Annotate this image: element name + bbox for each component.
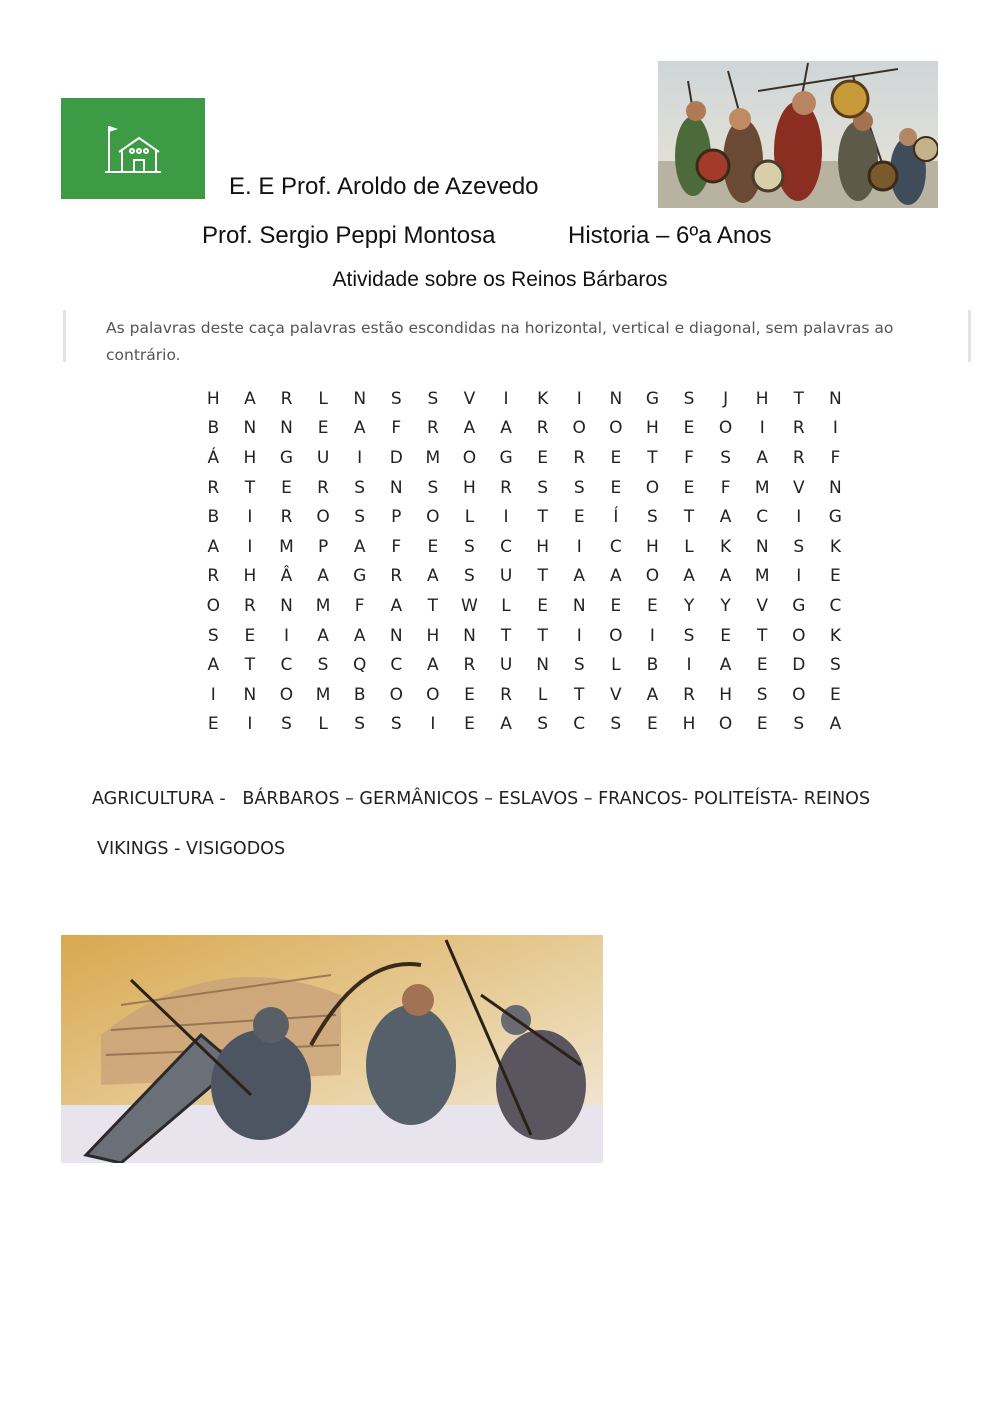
grid-cell: G xyxy=(353,566,367,587)
grid-cell: N xyxy=(243,418,257,439)
grid-cell: F xyxy=(391,536,402,557)
grid-cell: A xyxy=(207,655,220,676)
grid-cell: Í xyxy=(613,507,619,528)
grid-cell: S xyxy=(537,714,549,735)
grid-cell: L xyxy=(318,714,328,735)
grid-cell: O xyxy=(279,684,294,705)
grid-cell: F xyxy=(684,447,694,468)
grid-cell: A xyxy=(353,418,366,439)
grid-cell: O xyxy=(792,625,806,646)
grid-cell: B xyxy=(207,507,220,528)
grid-cell: N xyxy=(609,388,623,409)
grid-cell: V xyxy=(463,388,476,409)
grid-cell: I xyxy=(686,655,692,676)
grid-cell: N xyxy=(280,595,293,616)
grid-cell: S xyxy=(573,477,585,498)
grid-cell: S xyxy=(683,388,695,409)
grid-cell: A xyxy=(353,625,366,646)
subject-class: Historia – 6ºa Anos xyxy=(568,222,772,249)
grid-cell: C xyxy=(500,536,512,557)
grid-cell: T xyxy=(500,625,512,646)
grid-cell: R xyxy=(390,566,403,587)
grid-cell: E xyxy=(573,507,585,528)
grid-cell: R xyxy=(500,477,512,498)
grid-cell: H xyxy=(426,625,440,646)
grid-cell: G xyxy=(279,447,294,468)
grid-cell: R xyxy=(500,684,512,705)
grid-cell: E xyxy=(610,447,622,468)
grid-cell: A xyxy=(463,418,476,439)
grid-cell: R xyxy=(280,507,293,528)
grid-cell: I xyxy=(247,507,253,528)
grid-cell: O xyxy=(206,595,220,616)
grid-cell: R xyxy=(573,447,586,468)
grid-cell: U xyxy=(499,566,513,587)
grid-cell: E xyxy=(756,655,768,676)
grid-cell: T xyxy=(647,447,658,468)
grid-cell: N xyxy=(536,655,549,676)
grid-cell: A xyxy=(317,625,329,646)
grid-cell: Á xyxy=(207,447,220,468)
grid-cell: T xyxy=(244,477,256,498)
grid-cell: I xyxy=(247,714,253,735)
school-building-icon xyxy=(103,122,163,176)
grid-cell: T xyxy=(793,388,804,409)
grid-cell: R xyxy=(207,566,220,587)
grid-cell: N xyxy=(280,418,293,439)
grid-cell: H xyxy=(755,388,769,409)
grid-cell: A xyxy=(207,536,220,557)
grid-cell: O xyxy=(645,566,660,587)
instructions-box xyxy=(63,310,971,362)
grid-cell: E xyxy=(317,418,329,439)
colosseum-battle-image xyxy=(61,935,603,1163)
grid-cell: N xyxy=(463,625,476,646)
grid-cell: O xyxy=(609,625,623,646)
grid-cell: G xyxy=(645,388,660,409)
grid-cell: T xyxy=(683,507,695,528)
grid-cell: S xyxy=(610,714,622,735)
grid-cell: S xyxy=(829,655,841,676)
grid-cell: E xyxy=(647,595,658,616)
grid-cell: S xyxy=(793,536,805,557)
word-search-grid xyxy=(195,384,854,739)
grid-cell: M xyxy=(315,684,331,705)
grid-cell: K xyxy=(537,388,549,409)
grid-cell: A xyxy=(317,566,329,587)
grid-cell: I xyxy=(576,625,582,646)
grid-cell: S xyxy=(390,714,402,735)
grid-cell: S xyxy=(317,655,329,676)
grid-cell: I xyxy=(576,536,582,557)
grid-cell: S xyxy=(427,388,439,409)
grid-cell: R xyxy=(207,477,220,498)
grid-cell: M xyxy=(279,536,294,557)
grid-cell: E xyxy=(427,536,439,557)
grid-cell: N xyxy=(389,625,403,646)
grid-cell: T xyxy=(537,625,548,646)
grid-cell: I xyxy=(357,447,363,468)
grid-cell: R xyxy=(317,477,329,498)
grid-cell: A xyxy=(719,566,732,587)
grid-cell: S xyxy=(647,507,658,528)
grid-cell: T xyxy=(757,625,768,646)
grid-cell: R xyxy=(243,595,256,616)
grid-cell: S xyxy=(390,388,402,409)
grid-cell: T xyxy=(537,566,548,587)
grid-cell: R xyxy=(792,418,805,439)
grid-cell: Â xyxy=(280,566,293,587)
grid-cell: T xyxy=(537,507,548,528)
grid-cell: S xyxy=(756,684,768,705)
grid-cell: E xyxy=(683,477,695,498)
grid-cell: A xyxy=(500,418,512,439)
grid-cell: T xyxy=(244,655,256,676)
grid-cell: E xyxy=(610,595,622,616)
grid-cell: N xyxy=(755,536,769,557)
grid-cell: A xyxy=(683,566,695,587)
grid-cell: I xyxy=(430,714,436,735)
grid-cell: S xyxy=(793,714,805,735)
grid-cell: O xyxy=(718,714,733,735)
grid-cell: V xyxy=(610,684,622,705)
grid-cell: I xyxy=(759,418,765,439)
grid-cell: H xyxy=(243,566,257,587)
grid-cell: U xyxy=(316,447,330,468)
grid-cell: M xyxy=(425,447,441,468)
grid-cell: C xyxy=(280,655,293,676)
grid-cell: C xyxy=(609,536,622,557)
grid-cell: N xyxy=(572,595,586,616)
grid-cell: J xyxy=(723,388,729,409)
grid-cell: H xyxy=(646,418,659,439)
grid-cell: G xyxy=(499,447,513,468)
grid-cell: L xyxy=(501,595,511,616)
grid-cell: H xyxy=(463,477,476,498)
grid-cell: Y xyxy=(720,595,731,616)
grid-cell: A xyxy=(756,447,769,468)
grid-cell: W xyxy=(461,595,478,616)
grid-cell: O xyxy=(389,684,403,705)
grid-cell: I xyxy=(283,625,289,646)
grid-cell: E xyxy=(207,714,219,735)
grid-cell: R xyxy=(463,655,476,676)
grid-cell: O xyxy=(718,418,733,439)
grid-cell: L xyxy=(684,536,694,557)
grid-cell: V xyxy=(756,595,769,616)
grid-cell: O xyxy=(792,684,806,705)
grid-cell: E xyxy=(720,625,731,646)
grid-cell: S xyxy=(354,477,366,498)
grid-cell: I xyxy=(210,684,216,705)
grid-cell: R xyxy=(536,418,549,439)
grid-cell: E xyxy=(756,714,768,735)
grid-cell: D xyxy=(389,447,403,468)
grid-cell: E xyxy=(537,447,549,468)
grid-cell: S xyxy=(537,477,549,498)
grid-cell: S xyxy=(354,714,366,735)
grid-cell: A xyxy=(573,566,586,587)
grid-cell: S xyxy=(573,655,585,676)
grid-cell: N xyxy=(389,477,403,498)
grid-cell: F xyxy=(830,447,841,468)
grid-cell: E xyxy=(830,566,841,587)
grid-cell: S xyxy=(464,566,475,587)
grid-cell: S xyxy=(354,507,366,528)
grid-cell: B xyxy=(207,418,220,439)
grid-cell: R xyxy=(792,447,805,468)
grid-cell: O xyxy=(572,418,586,439)
grid-cell: Q xyxy=(352,655,367,676)
grid-cell: N xyxy=(829,388,842,409)
grid-cell: I xyxy=(832,418,838,439)
grid-cell: I xyxy=(796,566,802,587)
grid-cell: D xyxy=(792,655,806,676)
grid-cell: C xyxy=(756,507,769,528)
grid-cell: L xyxy=(611,655,621,676)
grid-cell: C xyxy=(829,595,842,616)
school-logo xyxy=(61,98,205,199)
grid-cell: E xyxy=(281,477,292,498)
grid-cell: F xyxy=(354,595,365,616)
grid-cell: C xyxy=(390,655,403,676)
grid-cell: A xyxy=(427,655,439,676)
grid-cell: M xyxy=(315,595,331,616)
grid-cell: M xyxy=(754,477,770,498)
grid-cell: S xyxy=(207,625,219,646)
grid-cell: S xyxy=(464,536,475,557)
grid-cell: K xyxy=(720,536,732,557)
grid-cell: O xyxy=(426,507,440,528)
grid-cell: H xyxy=(719,684,732,705)
grid-cell: A xyxy=(610,566,622,587)
grid-cell: I xyxy=(649,625,655,646)
activity-title: Atividade sobre os Reinos Bárbaros xyxy=(332,268,668,291)
grid-cell: A xyxy=(353,536,366,557)
school-name: E. E Prof. Aroldo de Azevedo xyxy=(229,173,539,200)
grid-cell: I xyxy=(247,536,253,557)
grid-cell: H xyxy=(206,388,220,409)
grid-cell: F xyxy=(720,477,731,498)
barbarian-warriors-image xyxy=(658,61,938,208)
grid-cell: K xyxy=(829,536,841,557)
word-list-line-2: VIKINGS - VISIGODOS xyxy=(97,839,286,859)
grid-cell: P xyxy=(317,536,329,557)
grid-cell: N xyxy=(353,388,367,409)
grid-cell: S xyxy=(683,625,695,646)
grid-cell: B xyxy=(353,684,366,705)
grid-cell: R xyxy=(426,418,439,439)
grid-cell: E xyxy=(683,418,695,439)
grid-cell: V xyxy=(792,477,805,498)
grid-cell: O xyxy=(609,418,623,439)
grid-cell: E xyxy=(464,714,475,735)
grid-cell: H xyxy=(646,536,659,557)
grid-cell: S xyxy=(720,447,731,468)
grid-cell: A xyxy=(829,714,842,735)
grid-cell: E xyxy=(647,714,658,735)
grid-cell: L xyxy=(537,684,548,705)
grid-cell: O xyxy=(645,477,660,498)
grid-cell: A xyxy=(244,388,256,409)
grid-cell: E xyxy=(830,684,841,705)
grid-cell: E xyxy=(464,684,475,705)
grid-cell: T xyxy=(574,684,585,705)
grid-cell: G xyxy=(792,595,806,616)
grid-cell: O xyxy=(462,447,477,468)
grid-cell: F xyxy=(391,418,402,439)
grid-cell: T xyxy=(427,595,439,616)
grid-cell: O xyxy=(426,684,440,705)
grid-cell: A xyxy=(719,507,732,528)
grid-cell: A xyxy=(427,566,439,587)
grid-cell: U xyxy=(499,655,513,676)
instructions-text: As palavras deste caça palavras estão escondidas na horizontal, vertical e diagonal, sem palavras ao contrário. xyxy=(106,319,894,364)
grid-cell: I xyxy=(796,507,802,528)
grid-cell: I xyxy=(576,388,582,409)
grid-cell: O xyxy=(316,507,330,528)
grid-cell: E xyxy=(610,477,622,498)
grid-cell: N xyxy=(243,684,257,705)
grid-cell: H xyxy=(243,447,257,468)
grid-cell: I xyxy=(503,388,509,409)
grid-cell: E xyxy=(537,595,549,616)
grid-cell: E xyxy=(244,625,256,646)
grid-cell: A xyxy=(500,714,512,735)
grid-cell: P xyxy=(391,507,402,528)
grid-cell: A xyxy=(719,655,732,676)
grid-cell: H xyxy=(536,536,550,557)
word-list-line-1: AGRICULTURA - BÁRBAROS – GERMÂNICOS – ESLAVOS – FRANCOS- POLITEÍSTA- REINOS xyxy=(92,789,871,809)
grid-cell: G xyxy=(828,507,842,528)
grid-cell: L xyxy=(318,388,328,409)
grid-cell: S xyxy=(427,477,439,498)
grid-cell: R xyxy=(280,388,293,409)
grid-cell: R xyxy=(683,684,695,705)
grid-cell: A xyxy=(390,595,403,616)
grid-cell: B xyxy=(646,655,659,676)
grid-cell: K xyxy=(829,625,841,646)
teacher-name: Prof. Sergio Peppi Montosa xyxy=(202,222,496,249)
grid-cell: Y xyxy=(683,595,695,616)
grid-cell: I xyxy=(503,507,509,528)
grid-cell: M xyxy=(754,566,770,587)
grid-cell: C xyxy=(573,714,586,735)
grid-cell: L xyxy=(464,507,475,528)
grid-cell: S xyxy=(281,714,292,735)
grid-cell: H xyxy=(682,714,696,735)
grid-cell: A xyxy=(646,684,659,705)
grid-cell: N xyxy=(829,477,842,498)
